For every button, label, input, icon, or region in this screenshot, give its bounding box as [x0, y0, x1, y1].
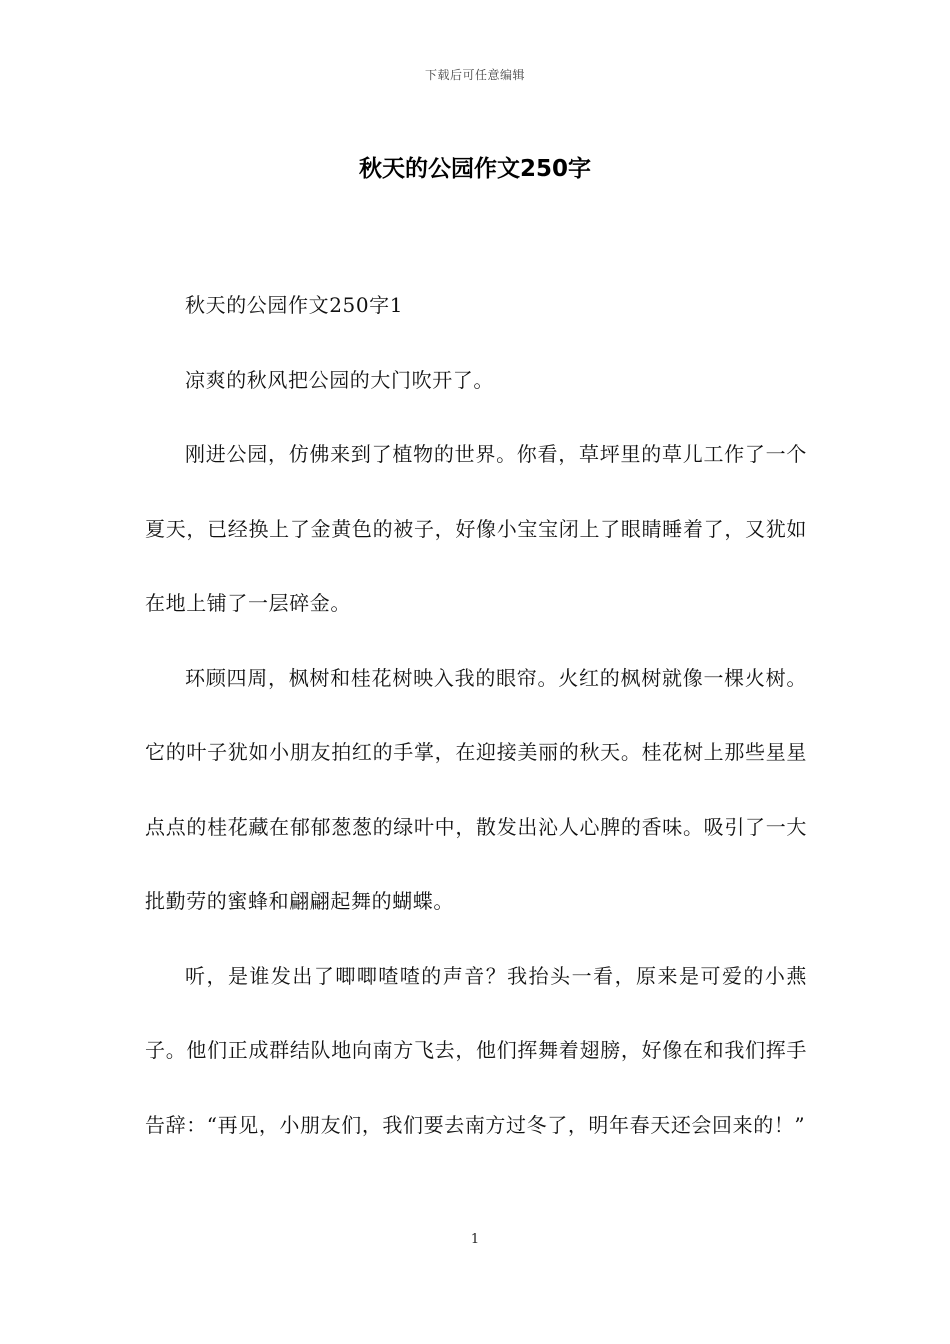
paragraph-subtitle: 秋天的公园作文250字1 — [185, 293, 404, 317]
paragraph: 凉爽的秋风把公园的大门吹开了。 — [185, 367, 494, 392]
document-title: 秋天的公园作文250字 — [358, 156, 591, 182]
header-note: 下载后可任意编辑 — [424, 68, 525, 82]
page-number: 1 — [470, 1232, 480, 1247]
document-body — [145, 268, 807, 1162]
paragraph: 听，是谁发出了唧唧喳喳的声音？我抬头一看，原来是可爱的小燕子。他们正成群结队地向南方飞去，他们挥舞着翅膀，好像在和我们挥手告辞：“再见，小朋友们，我们要去南方过冬了，明年春天还会回来的！” — [145, 963, 807, 1137]
paragraph: 刚进公园，仿佛来到了植物的世界。你看，草坪里的草儿工作了一个夏天，已经换上了金黄色的被子，好像小宝宝闭上了眼睛睡着了，又犹如在地上铺了一层碎金。 — [145, 442, 807, 615]
paragraph: 环顾四周，枫树和桂花树映入我的眼帘。火红的枫树就像一棵火树。它的叶子犹如小朋友拍红的手掌，在迎接美丽的秋天。桂花树上那些星星点点的桂花藏在郁郁葱葱的绿叶中，散发出沁人心脾的香味。吸引了一大批勤劳的蜜蜂和翩翩起舞的蝴蝶。 — [145, 665, 807, 913]
